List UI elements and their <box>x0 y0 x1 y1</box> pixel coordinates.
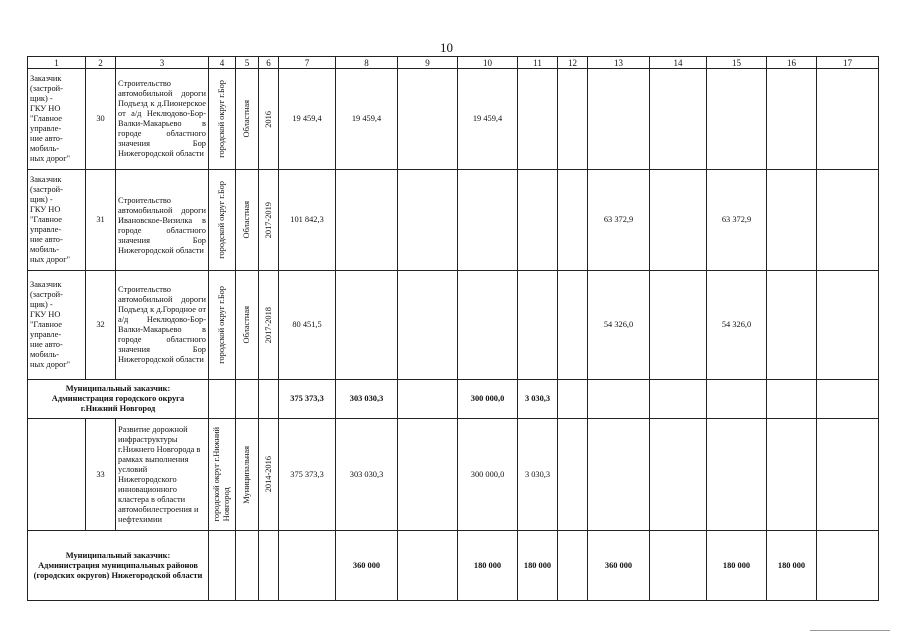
value-col-16 <box>767 271 817 380</box>
value-col-8 <box>336 271 398 380</box>
value-col-14 <box>650 69 707 170</box>
territory-text: городской округ г.Бор <box>217 181 226 259</box>
table-row <box>28 69 879 170</box>
col-num-10: 10 <box>458 57 518 69</box>
value-col-7: 19 459,4 <box>279 69 336 170</box>
empty-cell <box>558 380 588 419</box>
row-number: 30 <box>86 69 116 170</box>
customer-text: Заказчик (застрой- щик) - ГКУ НО "Главное управле- ние авто- мобиль- ных дорог" <box>30 74 71 163</box>
period-cell <box>259 271 279 380</box>
value-col-14 <box>650 170 707 271</box>
empty-cell <box>767 419 817 531</box>
subtotal-row <box>28 380 879 419</box>
value-col-9 <box>398 271 458 380</box>
col-num-5: 5 <box>236 57 259 69</box>
level-cell <box>236 271 259 380</box>
level-text: Областная <box>242 100 251 138</box>
footer-rule <box>810 630 890 631</box>
empty-cell <box>398 419 458 531</box>
level-text: Областная <box>242 306 251 344</box>
empty-cell <box>588 380 650 419</box>
empty-cell <box>650 380 707 419</box>
empty-cell <box>236 531 259 601</box>
customer-cell <box>28 271 86 380</box>
col-num-1: 1 <box>28 57 86 69</box>
empty-cell <box>209 531 236 601</box>
value-col-9 <box>398 69 458 170</box>
value-col-8 <box>336 170 398 271</box>
subtotal-col-11: 3 030,3 <box>518 380 558 419</box>
value-col-11 <box>518 170 558 271</box>
subtotal-col-13: 360 000 <box>588 531 650 601</box>
period-text: 2014-2016 <box>263 456 273 493</box>
customer-text: Заказчик (застрой- щик) - ГКУ НО "Главное управле- ние авто- мобиль- ных дорог" <box>30 175 71 264</box>
empty-cell <box>650 419 707 531</box>
col-num-7: 7 <box>279 57 336 69</box>
col-num-11: 11 <box>518 57 558 69</box>
col-num-14: 14 <box>650 57 707 69</box>
value-col-12 <box>558 271 588 380</box>
period-text: 2017-2019 <box>263 201 273 239</box>
subtotal-label: Муниципальный заказчик: Администрация городского округа г.Нижний Новгород <box>51 384 185 413</box>
table-row <box>28 419 879 531</box>
col-num-8: 8 <box>336 57 398 69</box>
empty-cell <box>817 380 879 419</box>
territory-cell <box>209 419 236 531</box>
subtotal-row <box>28 531 879 601</box>
empty-cell <box>817 419 879 531</box>
col-num-15: 15 <box>707 57 767 69</box>
col-num-12: 12 <box>558 57 588 69</box>
territory-text: городской округ г.Нижний Новгород <box>212 427 231 522</box>
value-col-10: 19 459,4 <box>458 69 518 170</box>
value-col-7: 375 373,3 <box>279 419 336 531</box>
object-description: Строительство автомобильной дороги Подъезд к д.Городное от а/д Неклюдово-Бор-Валки-Макарьево в городе областного значения Бор Нижегородской области <box>116 271 209 380</box>
empty-cell <box>588 419 650 531</box>
table-row <box>28 271 879 380</box>
period-cell <box>259 419 279 531</box>
value-col-12 <box>558 69 588 170</box>
subtotal-col-10: 300 000,0 <box>458 380 518 419</box>
territory-cell <box>209 69 236 170</box>
value-col-16 <box>767 69 817 170</box>
subtotal-label: Муниципальный заказчик: Администрация муниципальных районов (городских округов) Нижегородской области <box>33 550 203 580</box>
subtotal-label-cell <box>28 380 209 419</box>
subtotal-col-8: 303 030,3 <box>336 380 398 419</box>
value-col-12 <box>558 170 588 271</box>
territory-text: городской округ г.Бор <box>217 286 226 364</box>
value-col-13: 63 372,9 <box>588 170 650 271</box>
empty-cell <box>767 380 817 419</box>
col-num-9: 9 <box>398 57 458 69</box>
period-text: 2016 <box>263 110 273 128</box>
value-col-10 <box>458 271 518 380</box>
value-col-8: 19 459,4 <box>336 69 398 170</box>
empty-cell <box>398 380 458 419</box>
customer-cell <box>28 170 86 271</box>
col-num-2: 2 <box>86 57 116 69</box>
value-col-16 <box>767 170 817 271</box>
period-cell <box>259 69 279 170</box>
object-description <box>116 170 209 271</box>
subtotal-col-11: 180 000 <box>518 531 558 601</box>
value-col-9 <box>398 170 458 271</box>
empty-cell <box>817 531 879 601</box>
value-col-10 <box>458 170 518 271</box>
col-num-3: 3 <box>116 57 209 69</box>
level-cell <box>236 69 259 170</box>
value-col-13: 54 326,0 <box>588 271 650 380</box>
value-col-14 <box>650 271 707 380</box>
value-col-17 <box>817 69 879 170</box>
col-num-4: 4 <box>209 57 236 69</box>
subtotal-col-15: 180 000 <box>707 531 767 601</box>
row-number: 32 <box>86 271 116 380</box>
empty-cell <box>209 380 236 419</box>
value-col-11 <box>518 271 558 380</box>
customer-text: Заказчик (застрой- щик) - ГКУ НО "Главное управле- ние авто- мобиль- ных дорог" <box>30 280 71 369</box>
value-col-13 <box>588 69 650 170</box>
subtotal-col-16: 180 000 <box>767 531 817 601</box>
value-col-7: 80 451,5 <box>279 271 336 380</box>
empty-cell <box>558 419 588 531</box>
object-description-text: Строительство автомобильной дороги Ивановское-Визилка в городе областного значения Бор Нижегородской области <box>118 196 206 255</box>
col-num-13: 13 <box>588 57 650 69</box>
value-col-15: 54 326,0 <box>707 271 767 380</box>
level-cell <box>236 170 259 271</box>
territory-cell <box>209 170 236 271</box>
col-num-6: 6 <box>259 57 279 69</box>
subtotal-label-cell <box>28 531 209 601</box>
empty-cell <box>279 531 336 601</box>
customer-cell <box>28 69 86 170</box>
subtotal-col-8: 360 000 <box>336 531 398 601</box>
empty-cell <box>650 531 707 601</box>
col-num-16: 16 <box>767 57 817 69</box>
empty-cell <box>236 380 259 419</box>
empty-cell <box>398 531 458 601</box>
customer-cell <box>28 419 86 531</box>
period-cell <box>259 170 279 271</box>
column-number-row <box>28 57 879 69</box>
program-table <box>27 56 879 601</box>
value-col-17 <box>817 271 879 380</box>
row-number: 31 <box>86 170 116 271</box>
level-text: Муниципальная <box>242 445 251 504</box>
value-col-7: 101 842,3 <box>279 170 336 271</box>
value-col-15: 63 372,9 <box>707 170 767 271</box>
value-col-10: 300 000,0 <box>458 419 518 531</box>
level-cell <box>236 419 259 531</box>
level-text: Областная <box>242 201 251 239</box>
period-text: 2017-2018 <box>263 306 273 344</box>
object-description: Строительство автомобильной дороги Подъезд к д.Пионерское от а/д Неклюдово-Бор-Валки-Макарьево в городе областного значения Бор Нижегородской области <box>116 69 209 170</box>
territory-cell <box>209 271 236 380</box>
value-col-8: 303 030,3 <box>336 419 398 531</box>
value-col-17 <box>817 170 879 271</box>
value-col-11: 3 030,3 <box>518 419 558 531</box>
empty-cell <box>707 380 767 419</box>
empty-cell <box>707 419 767 531</box>
subtotal-col-10: 180 000 <box>458 531 518 601</box>
subtotal-col-7: 375 373,3 <box>279 380 336 419</box>
empty-cell <box>259 531 279 601</box>
table-row <box>28 170 879 271</box>
object-description: Развитие дорожной инфраструктуры г.Нижнего Новгорода в рамках выполнения условий Нижегородского инновационного кластера в области автомобилестроения и нефтехимии <box>116 419 209 531</box>
empty-cell <box>259 380 279 419</box>
page-number: 10 <box>440 40 453 55</box>
empty-cell <box>558 531 588 601</box>
value-col-15 <box>707 69 767 170</box>
value-col-11 <box>518 69 558 170</box>
col-num-17: 17 <box>817 57 879 69</box>
row-number: 33 <box>86 419 116 531</box>
territory-text: городской округ г.Бор <box>217 80 226 158</box>
